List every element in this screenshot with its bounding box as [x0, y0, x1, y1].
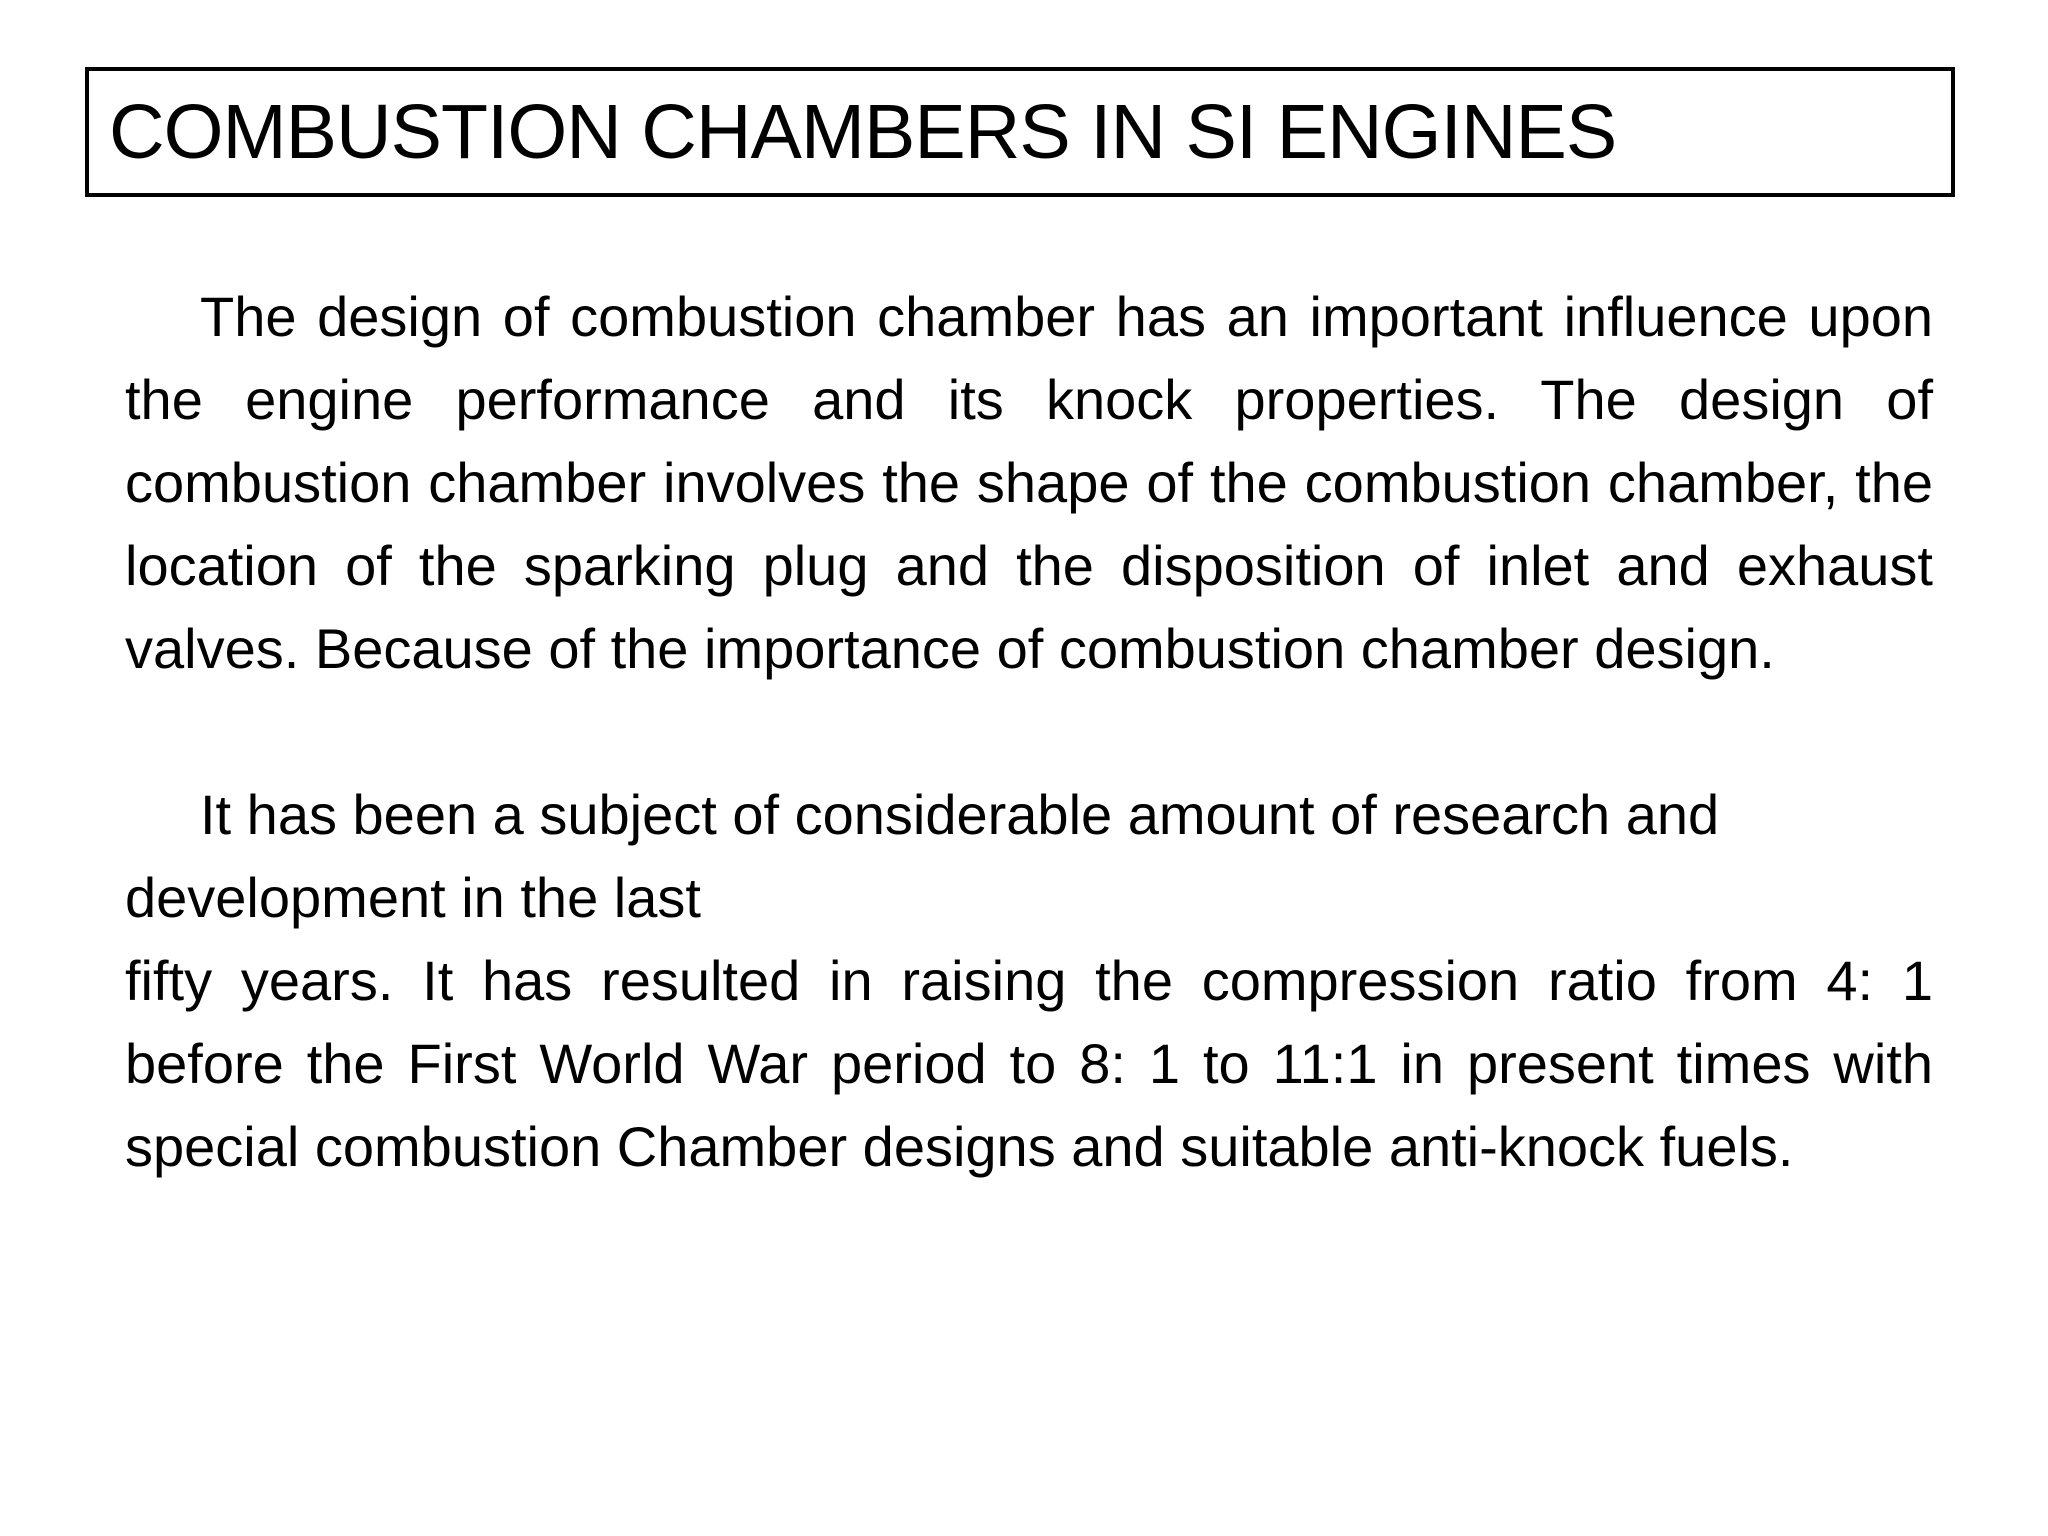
paragraph-2 [125, 773, 1933, 1188]
paragraph-2-second-part: fifty years. It has resulted in raising the compression ratio from 4: 1 before the First World War period to 8: 1 to 11:1 in present times with special combustion Chamber designs and suitable anti-knock fuels. [125, 949, 1933, 1178]
slide-body [125, 275, 1933, 1188]
paragraph-2-first-part: It has been a subject of considerable amount of research and development in the last [125, 783, 1720, 929]
slide-title: COMBUSTION CHAMBERS IN SI ENGINES [109, 88, 1617, 175]
title-box [85, 67, 1955, 197]
paragraph-1: The design of combustion chamber has an important influence upon the engine performance and its knock properties. The design of combustion chamber involves the shape of the combustion chamber, the location of the sparking plug and the disposition of inlet and exhaust valves. Because of the importance of combustion chamber design. [125, 285, 1933, 680]
